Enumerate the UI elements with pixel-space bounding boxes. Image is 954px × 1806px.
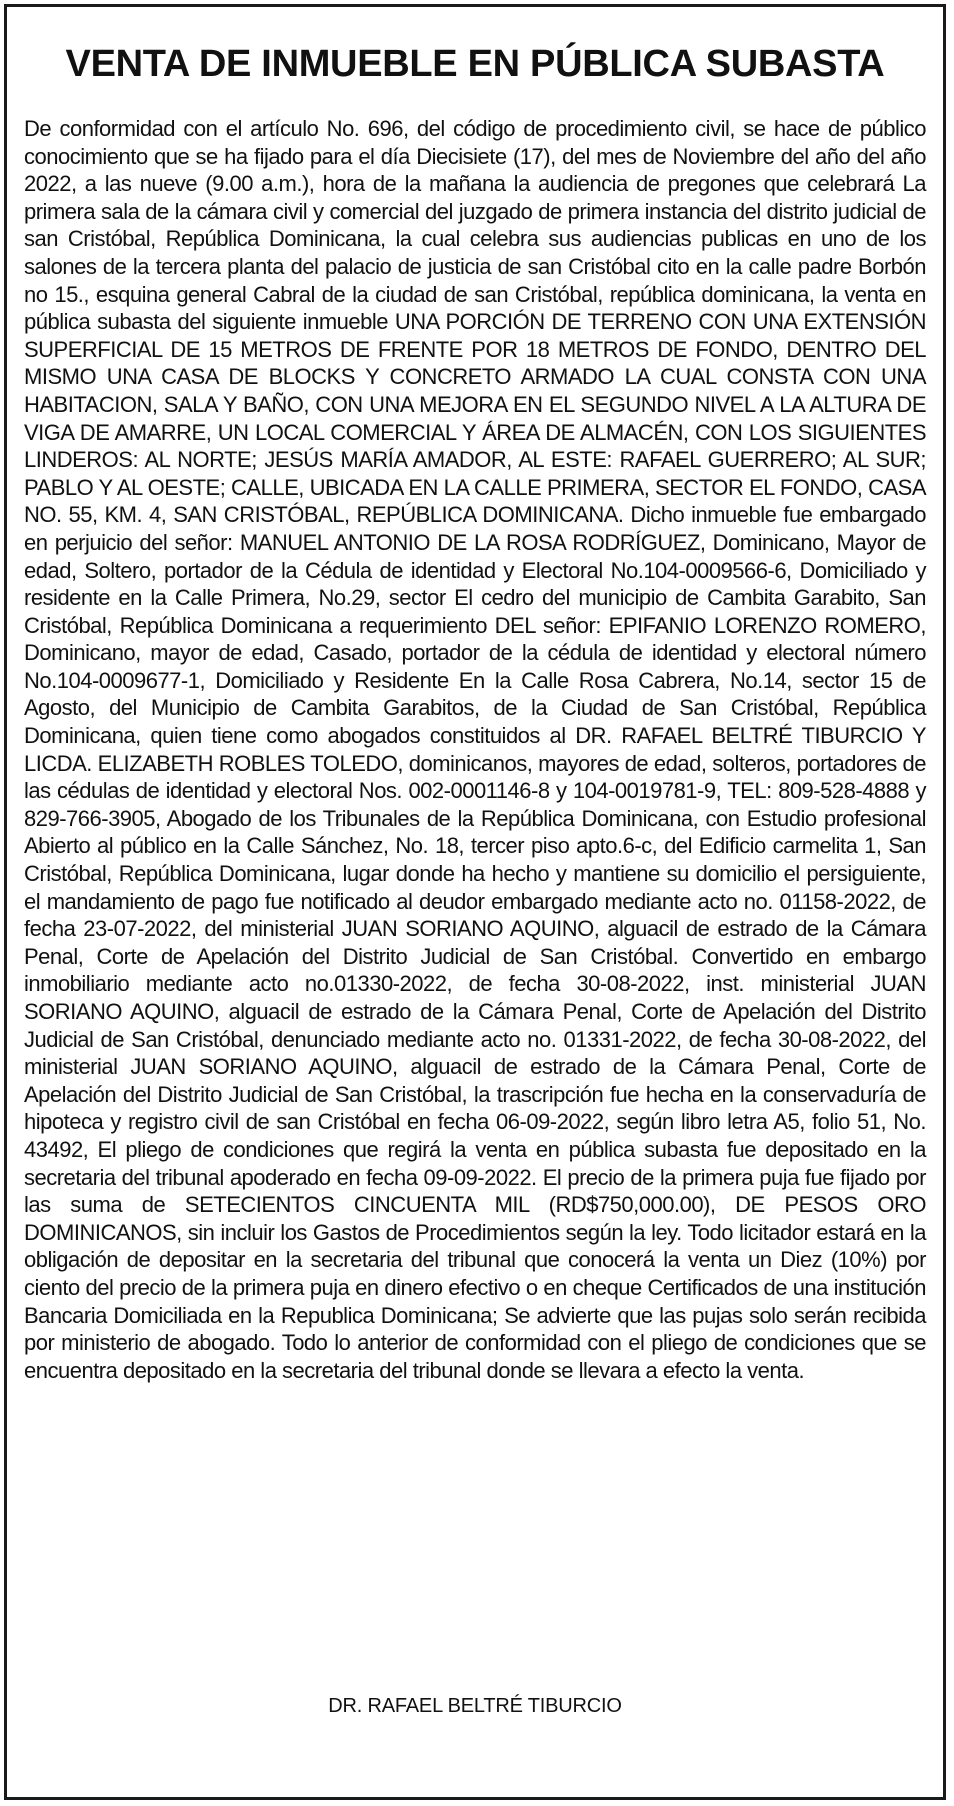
notice-body: De conformidad con el artículo No. 696, del código de procedimiento civil, se hace de público conocimiento que se ha fijado para el día Diecisiete (17), del mes de Noviembre del año del año 2022, a las nueve (9.00 a.m.), hora de la mañana la audiencia de pregones que celebrará La primera sala de la cámara civil y comercial del juzgado de primera instancia del distrito judicial de san Cristóbal, República Dominicana, la cual celebra sus audiencias publicas en uno de los salones de la tercera planta del palacio de justicia de san Cristóbal cito en la calle padre Borbón no 15., esquina general Cabral de la ciudad de san Cristóbal, república dominicana, la venta en pública subasta del siguiente inmueble UNA PORCIÓN DE TERRENO CON UNA EXTENSIÓN SUPERFICIAL DE 15 METROS DE FRENTE POR 18 METROS DE FONDO, DENTRO DEL MISMO UNA CASA DE BLOCKS Y CONCRETO ARMADO LA CUAL CONSTA CON UNA HABITACION, SALA Y BAÑO, CON UNA MEJORA EN EL SEGUNDO NIVEL A LA ALTURA DE VIGA DE AMARRE, UN LOCAL COMERCIAL Y ÁREA DE ALMACÉN, CON LOS SIGUIENTES LINDEROS: AL NORTE; JESÚS MARÍA AMADOR, AL ESTE: RAFAEL GUERRERO; AL SUR; PABLO Y AL OESTE; CALLE, UBICADA EN LA CALLE PRIMERA, SECTOR EL FONDO, CASA NO. 55, KM. 4, SAN CRISTÓBAL, REPÚBLICA DOMINICANA. Dicho inmueble fue embargado en perjuicio del señor: MANUEL ANTONIO DE LA ROSA RODRÍGUEZ, Dominicano, Mayor de edad, Soltero, portador de la Cédula de identidad y Electoral No.104-0009566-6, Domiciliado y residente en la Calle Primera, No.29, sector El cedro del municipio de Cambita Garabito, San Cristóbal, República Dominicana a requerimiento DEL señor: EPIFANIO LORENZO ROMERO, Dominicano, mayor de edad, Casado, portador de la cédula de identidad y electoral número No.104-0009677-1, Domiciliado y Residente En la Calle Rosa Cabrera, No.14, sector 15 de Agosto, del Municipio de Cambita Garabitos, de la Ciudad de San Cristóbal, República Dominicana, quien tiene como abogados constituidos al DR. RAFAEL BELTRÉ TIBURCIO Y LICDA. ELIZABETH ROBLES TOLEDO, dominicanos, mayores de edad, solteros, portadores de las cédulas de identidad y electoral Nos. 002-0001146-8 y 104-0019781-9, TEL: 809-528-4888 y 829-766-3905, Abogado de los Tribunales de la República Dominicana, con Estudio profesional Abierto al público en la Calle Sánchez, No. 18, tercer piso apto.6-c, del Edificio carmelita 1, San Cristóbal, República Dominicana, lugar donde ha hecho y mantiene su domicilio el persiguiente, el mandamiento de pago fue notificado al deudor embargado mediante acto no. 01158-2022, de fecha 23-07-2022, del ministerial JUAN SORIANO AQUINO, alguacil de estrado de la Cámara Penal, Corte de Apelación del Distrito Judicial de San Cristóbal. Convertido en embargo inmobiliario mediante acto no.01330-2022, de fecha 30-08-2022, inst. ministerial JUAN SORIANO AQUINO, alguacil de estrado de la Cámara Penal, Corte de Apelación del Distrito Judicial de San Cristóbal, denunciado mediante acto no. 01331-2022, de fecha 30-08-2022, del ministerial JUAN SORIANO AQUINO, alguacil de estrado de la Cámara Penal, Corte de Apelación del Distrito Judicial de San Cristóbal, la trascripción fue hecha en la conservaduría de hipoteca y registro civil de san Cristóbal en fecha 06-09-2022, según libro letra A5, folio 51, No. 43492, El pliego de condiciones que regirá la venta en pública subasta fue depositado en la secretaria del tribunal apoderado en fecha 09-09-2022. El precio de la primera puja fue fijado por las suma de SETECIENTOS CINCUENTA MIL (RD$750,000.00), DE PESOS ORO DOMINICANOS, sin incluir los Gastos de Procedimientos según la ley. Todo licitador estará en la obligación de depositar en la secretaria del tribunal que conocerá la venta un Diez (10%) por ciento del precio de la primera puja en dinero efectivo o en cheque Certificados de una institución Bancaria Domiciliada en la Republica Dominicana; Se advierte que las pujas solo serán recibida por ministerio de abogado. Todo lo anterior de conformidad con el pliego de condiciones que se encuentra depositado en la secretaria del tribunal donde se llevara a efecto la venta. (24, 116, 926, 1383)
notice-frame (4, 4, 946, 1800)
notice-title: VENTA DE INMUEBLE EN PÚBLICA SUBASTA (65, 43, 885, 85)
signature: DR. RAFAEL BELTRÉ TIBURCIO (328, 1695, 622, 1717)
